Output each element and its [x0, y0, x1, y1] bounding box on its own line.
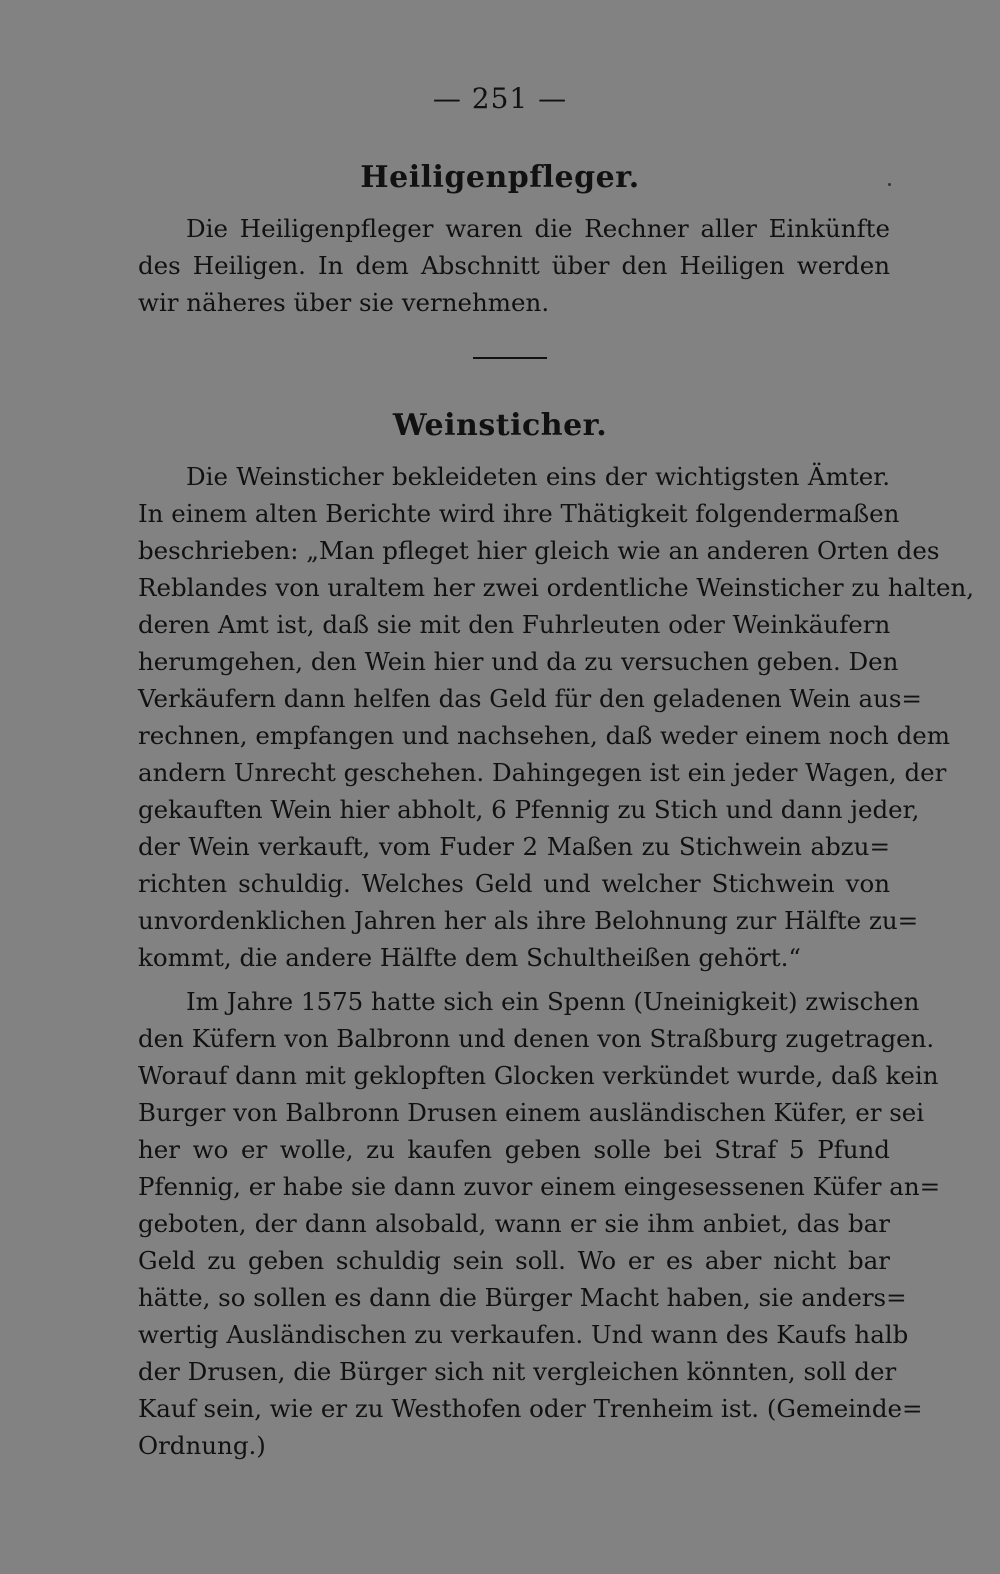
print-speck [888, 183, 891, 186]
text-line: rechnen, empfangen und nachsehen, daß weder einem noch dem [138, 721, 951, 750]
text-line: Pfennig, er habe sie dann zuvor einem eingesessenen Küfer an= [138, 1172, 941, 1201]
text-line: kommt, die andere Hälfte dem Schultheißen gehört.“ [138, 943, 801, 972]
text-line: richten schuldig. Welches Geld und welcher Stichwein von [138, 869, 890, 898]
text-line: unvordenklichen Jahren her als ihre Belohnung zur Hälfte zu= [138, 906, 919, 935]
text-line: andern Unrecht geschehen. Dahingegen ist ein jeder Wagen, der [138, 758, 947, 787]
text-line: Worauf dann mit geklopften Glocken verkündet wurde, daß kein [138, 1061, 939, 1090]
section-heading-weinsticher: Weinsticher. [392, 408, 608, 443]
section-heading-heiligenpfleger: Heiligenpfleger. [360, 160, 640, 195]
text-line: Geld zu geben schuldig sein soll. Wo er es aber nicht bar [138, 1246, 890, 1275]
paragraph-weinsticher-1 [138, 458, 975, 976]
text-line: Verkäufern dann helfen das Geld für den geladenen Wein aus= [138, 684, 922, 713]
text-line: deren Amt ist, daß sie mit den Fuhrleuten oder Weinkäufern [138, 610, 891, 639]
paragraph-weinsticher-2 [138, 983, 941, 1464]
text-line: Ordnung.) [138, 1431, 266, 1460]
text-line: her wo er wolle, zu kaufen geben solle bei Straf 5 Pfund [138, 1135, 890, 1164]
text-line: Im Jahre 1575 hatte sich ein Spenn (Uneinigkeit) zwischen [186, 987, 920, 1016]
text-line: herumgehen, den Wein hier und da zu versuchen geben. Den [138, 647, 899, 676]
text-line: hätte, so sollen es dann die Bürger Macht haben, sie anders= [138, 1283, 907, 1312]
text-line: Kauf sein, wie er zu Westhofen oder Trenheim ist. (Gemeinde= [138, 1394, 923, 1423]
text-line: geboten, der dann alsobald, wann er sie ihm anbiet, das bar [138, 1209, 890, 1238]
section-divider [473, 357, 547, 359]
text-line: Reblandes von uraltem her zwei ordentliche Weinsticher zu halten, [138, 573, 975, 602]
text-line: der Wein verkauft, vom Fuder 2 Maßen zu Stichwein abzu= [138, 832, 890, 861]
text-line: beschrieben: „Man pfleget hier gleich wie an anderen Orten des [138, 536, 940, 565]
text-line: des Heiligen. In dem Abschnitt über den Heiligen werden [138, 251, 890, 280]
text-line: den Küfern von Balbronn und denen von Straßburg zugetragen. [138, 1024, 935, 1053]
page-number: — 251 — [432, 82, 568, 115]
text-line: gekauften Wein hier abholt, 6 Pfennig zu Stich und dann jeder, [138, 795, 920, 824]
text-line: In einem alten Berichte wird ihre Thätigkeit folgendermaßen [138, 499, 900, 528]
text-line: Burger von Balbronn Drusen einem ausländischen Küfer, er sei [138, 1098, 925, 1127]
text-line: Die Weinsticher bekleideten eins der wichtigsten Ämter. [186, 462, 890, 491]
text-line: der Drusen, die Bürger sich nit vergleichen könnten, soll der [138, 1357, 897, 1386]
text-line: wir näheres über sie vernehmen. [138, 288, 550, 317]
text-line: wertig Ausländischen zu verkaufen. Und wann des Kaufs halb [138, 1320, 909, 1349]
paragraph-heiligenpfleger [138, 210, 890, 321]
text-line: Die Heiligenpfleger waren die Rechner aller Einkünfte [186, 214, 890, 243]
